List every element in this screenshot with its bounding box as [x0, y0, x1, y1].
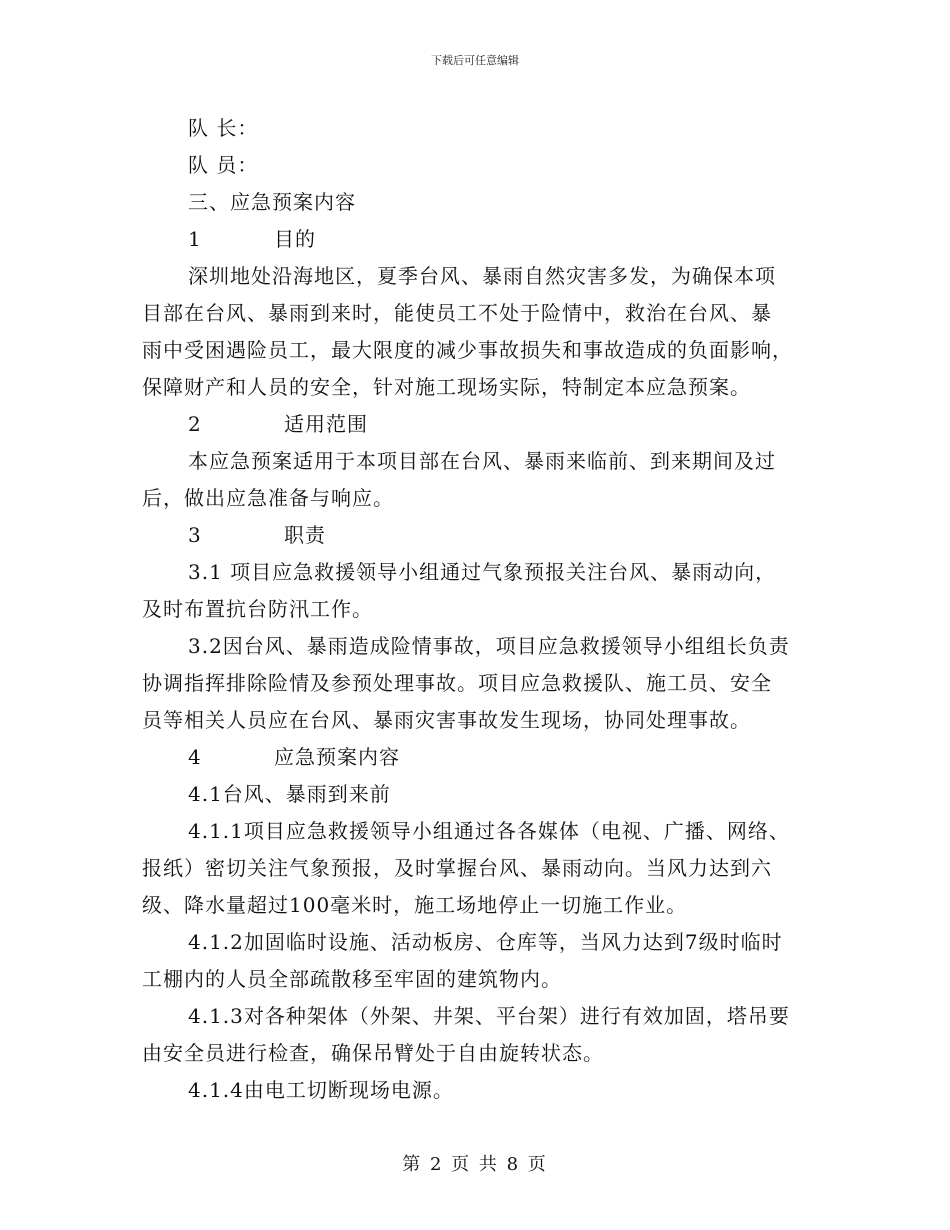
subsection-heading-2 [142, 406, 812, 443]
paragraph-line: 报纸）密切关注气象预报，及时掌握台风、暴雨动向。当风力达到六 [142, 856, 772, 880]
subsection-heading-1 [142, 221, 812, 258]
paragraph-line: 后，做出应急准备与响应。 [142, 486, 394, 510]
team-leader-line: 队 长： [188, 116, 259, 140]
page-header-note: 下载后可任意编辑 [431, 54, 519, 67]
paragraph-line: 由安全员进行检查，确保吊臂处于自由旋转状态。 [142, 1041, 604, 1065]
paragraph-line: 员等相关人员应在台风、暴雨灾害事故发生现场，协同处理事故。 [142, 708, 751, 732]
paragraph-line: 雨中受困遇险员工，最大限度的减少事故损失和事故造成的负面影响， [142, 338, 793, 362]
subsection-number: 2 [188, 412, 202, 436]
paragraph-line: 保障财产和人员的安全，针对施工现场实际，特制定本应急预案。 [142, 375, 751, 399]
subsection-title: 目的 [274, 227, 316, 251]
paragraph-line: 3.2因台风、暴雨造成险情事故，项目应急救援领导小组组长负责 [188, 634, 790, 658]
team-member-line: 队 员： [188, 153, 259, 177]
subsection-title: 职责 [284, 523, 326, 547]
subsection-number: 3 [188, 523, 202, 547]
paragraph-line: 4.1.4由电工切断现场电源。 [188, 1078, 454, 1102]
paragraph-line: 及时布置抗台防汛工作。 [142, 597, 373, 621]
paragraph-line: 工棚内的人员全部疏散移至牢固的建筑物内。 [142, 967, 562, 991]
paragraph-line: 目部在台风、暴雨到来时，能使员工不处于险情中，救治在台风、暴 [142, 301, 772, 325]
paragraph-line: 协调指挥排除险情及参预处理事故。项目应急救援队、施工员、安全 [142, 671, 772, 695]
subsection-number: 1 [188, 227, 202, 251]
subsection-title: 适用范围 [284, 412, 368, 436]
paragraph-line: 本应急预案适用于本项目部在台风、暴雨来临前、到来期间及过 [188, 449, 776, 473]
subsection-title: 应急预案内容 [274, 745, 400, 769]
document-body [142, 110, 812, 1109]
paragraph-line: 4.1.3对各种架体（外架、井架、平台架）进行有效加固，塔吊要 [188, 1004, 790, 1028]
section-heading: 三、应急预案内容 [188, 190, 356, 214]
paragraph-line: 3.1 项目应急救援领导小组通过气象预报关注台风、暴雨动向， [188, 560, 777, 584]
sub-subsection-heading: 4.1台风、暴雨到来前 [188, 782, 391, 806]
paragraph-line: 级、降水量超过100毫米时，施工场地停止一切施工作业。 [142, 893, 688, 917]
subsection-heading-3 [142, 517, 812, 554]
paragraph-line: 4.1.1项目应急救援领导小组通过各各媒体（电视、广播、网络、 [188, 819, 790, 843]
page-number-footer: 第 2 页 共 8 页 [402, 1154, 548, 1175]
subsection-number: 4 [188, 745, 202, 769]
subsection-heading-4 [142, 739, 812, 776]
paragraph-line: 4.1.2加固临时设施、活动板房、仓库等，当风力达到7级时临时 [188, 930, 783, 954]
paragraph-line: 深圳地处沿海地区，夏季台风、暴雨自然灾害多发，为确保本项 [188, 264, 776, 288]
